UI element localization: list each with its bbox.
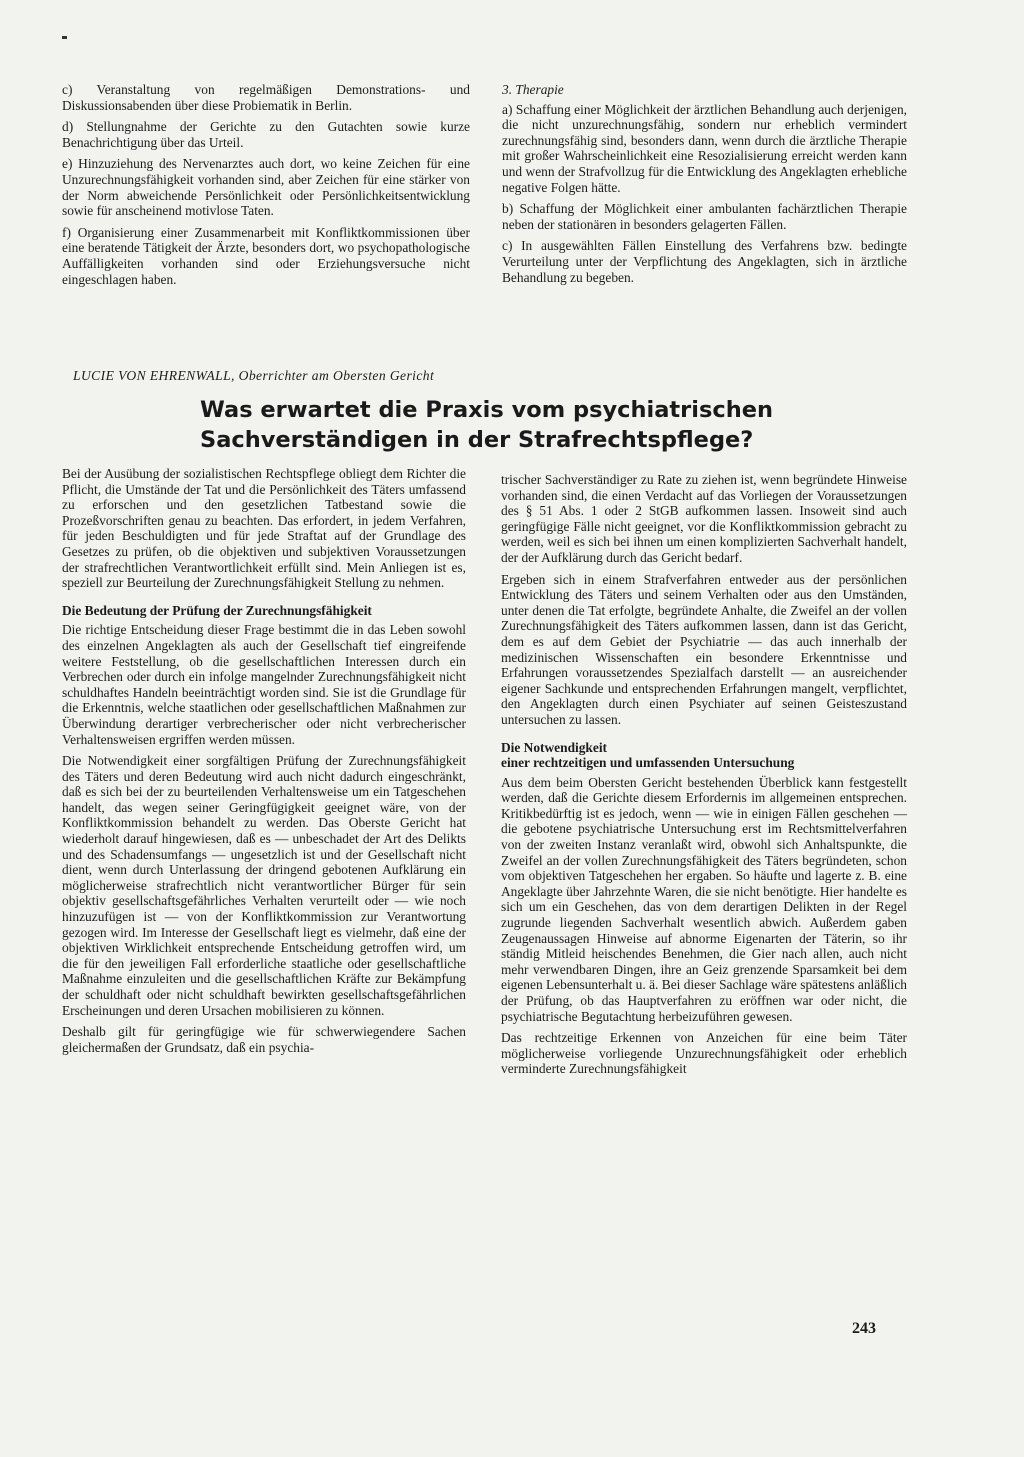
body-paragraph: Die Notwendigkeit einer sorgfältigen Prüfung der Zurechnungsfähigkeit des Täters und deren Bedeutung wird auch nicht dadurch eingeschränkt, daß es sich bei der zu beurteilenden Verhaltensweise um ein Tatgeschehen handelt, das wegen seiner Geringfügigkeit geeignet wäre, von der Konfliktkommission behandelt zu werden. Das Oberste Gericht hat wiederholt darauf hingewiesen, daß es — unbeschadet der Art des Delikts und des Schadensumfangs — ungesetzlich ist und der Gesellschaft nicht dient, wenn durch Unterlassung der dringend gebotenen Aufklärung ein möglicherweise strafrechtlich nicht verantwortlicher Bürger für sein objektiv gesellschaftsgefährliches Verhalten verurteilt oder — wie noch hinzuzufügen ist — von der Konfliktkommission zur Verantwortung gezogen wird. Im Interesse der Gesellschaft liegt es vielmehr, daß eine der objektiven Wirklichkeit entsprechende Entscheidung getroffen wird, um die für den jeweiligen Fall erforderliche staatliche oder gesellschaftliche Maßnahme einzuleiten und die gesellschaftlichen Kräfte zur Bekämpfung der schuldhaft oder nicht schuldhaft bewirkten gesellschaftsgefährlichen Erscheinungen und deren Ursachen mobilisieren zu können. bbox=[62, 753, 466, 1018]
section-heading-bedeutung: Die Bedeutung der Prüfung der Zurechnungsfähigkeit bbox=[62, 602, 372, 618]
body-paragraph: Aus dem beim Obersten Gericht bestehenden Überblick kann festgestellt werden, daß die Gerichte diesem Erfordernis im allgemeinen entsprechen. Kritikbedürftig ist es jedoch, wenn — wie in einigen Fällen geschehen — die gebotene psychiatrische Untersuchung erst im Rechtsmittelverfahren von der zweiten Instanz veranlaßt wird, obwohl sich Anhaltspunkte, die Zweifel an der vollen Zurechnungsfähigkeit des Täters begründeten, schon vom objektiven Tatgeschehen her ergaben. So häufte und lagerte z. B. eine Angeklagte über Jahrzehnte Waren, die sie nicht benötigte. Hier handelte es sich um ein Geschehen, das von dem derartigen Delikten in der Regel zugrunde liegenden Sachverhalt wesentlich abwich. Außerdem gaben Zeugenaussagen Hinweise auf abnorme Eigenarten der Täterin, so ihr ständig Mitleid heischendes Benehmen, die Gier nach allen, auch nicht mehr verwendbaren Dingen, ihre an Geiz grenzende Sparsamkeit bei dem eigenen Lebensunterhalt u. ä. Bei dieser Sachlage wäre spätestens anläßlich der Prüfung, ob das Hauptverfahren zu eröffnen war oder nicht, die psychiatrische Begutachtung herbeizuführen gewesen. bbox=[501, 774, 907, 1024]
body-paragraph: Die richtige Entscheidung dieser Frage bestimmt die in das Leben sowohl des einzelnen Angeklagten als auch der Gesellschaft tief eingreifende weitere Feststellung, ob die gesellschaftlichen Interessen durch ein Verbrechen oder durch ein infolge mangelnder Zurechnungsfähigkeit nicht schuldhaftes Handeln beeinträchtigt worden sind. Sie ist die Grundlage für die Erkenntnis, welche staatlichen oder gesellschaftlichen Maßnahmen zur Überwindung derartiger verbrecherischer oder nicht verbrecherischer Verhaltensweisen ergriffen werden müssen. bbox=[62, 622, 466, 747]
therapie-subheading: 3. Therapie bbox=[502, 82, 564, 97]
top-right-column bbox=[502, 82, 907, 291]
therapie-item-b: b) Schaffung der Möglichkeit einer ambulanten fachärztlichen Therapie neben der stationären in besonders gelagerten Fällen. bbox=[502, 201, 907, 232]
scan-speck bbox=[62, 36, 67, 39]
body-paragraph: trischer Sachverständiger zu Rate zu ziehen ist, wenn begründete Hinweise vorhanden sind, die einen Verdacht auf das Vorliegen der Voraussetzungen des § 51 Abs. 1 oder 2 StGB aufkommen lassen. Insoweit sind auch geringfügige Fälle nicht geeignet, vor die Konfliktkommission gebracht zu werden, weil es sich bei ihnen um einen komplizierten Sachverhalt handelt, der der Aufklärung durch das Gericht bedarf. bbox=[501, 472, 907, 565]
list-item-f: f) Organisierung einer Zusammenarbeit mit Konfliktkommissionen über eine beratende Tätigkeit der Ärzte, besonders dort, wo psychopathologische Auffälligkeiten vorhanden sind oder Erziehungsversuche nicht eingeschlagen haben. bbox=[62, 224, 470, 287]
page-number: 243 bbox=[852, 1320, 876, 1337]
body-paragraph: Deshalb gilt für geringfügige wie für schwerwiegendere Sachen gleichermaßen der Grundsatz, daß ein psychia- bbox=[62, 1024, 466, 1055]
intro-paragraph: Bei der Ausübung der sozialistischen Rechtspflege obliegt dem Richter die Pflicht, die Umstände der Tat und die Persönlichkeit des Täters umfassend zu erforschen und den gesetzlichen Tatbestand sowie die Prozeßvorschriften genau zu beachten. Das erfordert, in jedem Verfahren, für jeden Beschuldigten und für jede Straftat auf der Grundlage des Gesetzes zu prüfen, ob die objektiven und subjektiven Voraussetzungen der strafrechtlichen Verantwortlichkeit erfüllt sind. Mein Anliegen ist es, speziell zur Beurteilung der Zurechnungsfähigkeit Stellung zu nehmen. bbox=[62, 466, 466, 591]
bottom-left-column bbox=[62, 466, 466, 1061]
article-author: LUCIE VON EHRENWALL, Oberrichter am Obersten Gericht bbox=[73, 368, 435, 383]
section-heading-line-2: einer rechtzeitigen und umfassenden Untersuchung bbox=[501, 755, 795, 771]
therapie-item-c: c) In ausgewählten Fällen Einstellung des Verfahrens bzw. bedingte Verurteilung unter der Verpflichtung des Angeklagten, sich in ärztliche Behandlung zu begeben. bbox=[502, 238, 907, 285]
list-item-e: e) Hinzuziehung des Nervenarztes auch dort, wo keine Zeichen für eine Unzurechnungsfähigkeit vorhanden sind, aber Zeichen für eine stärker von der Norm abweichende Persönlichkeit oder Persönlichkeitsentwicklung sowie für anscheinend motivlose Taten. bbox=[62, 156, 470, 219]
section-heading-line-1: Die Notwendigkeit bbox=[501, 739, 608, 755]
article-title bbox=[200, 395, 920, 455]
article-title-line-2: Sachverständigen in der Strafrechtspflege? bbox=[200, 427, 754, 453]
body-paragraph: Ergeben sich in einem Strafverfahren entweder aus der persönlichen Entwicklung des Täters und seinem Verhalten oder aus den Umständen, unter denen die Tat erfolgte, begründete Anhalte, die Zweifel an der vollen Zurechnungsfähigkeit des Täters aufkommen lassen, dann ist das Gericht, dem es auf dem Gebiet der Psychiatrie — das auch innerhalb der medizinischen Wissenschaften ein besondere Erkenntnisse und Erfahrungen voraussetzendes Spezialfach darstellt — an ausreichender eigener Sachkunde und entsprechenden Erfahrungen mangelt, verpflichtet, den Angeklagten durch einen Psychiater auf seinen Geisteszustand untersuchen zu lassen. bbox=[501, 571, 907, 727]
list-item-d: d) Stellungnahme der Gerichte zu den Gutachten sowie kurze Benachrichtigung über das Urteil. bbox=[62, 119, 470, 150]
therapie-item-a: a) Schaffung einer Möglichkeit der ärztlichen Behandlung auch derjenigen, die nicht unzurechnungsfähig, sondern nur erheblich vermindert zurechnungsfähig sind, besonders dann, wenn durch die ärztliche Therapie mit großer Wahrscheinlichkeit eine Resozialisierung erreicht werden kann und wenn der Strafvollzug für die Entwicklung des Angeklagten erhebliche negative Folgen hätte. bbox=[502, 101, 907, 195]
top-left-column bbox=[62, 82, 470, 293]
list-item-c: c) Veranstaltung von regelmäßigen Demonstrations- und Diskussionsabenden über diese Probiematik in Berlin. bbox=[62, 82, 470, 113]
bottom-right-column bbox=[501, 472, 907, 1083]
article-title-line-1: Was erwartet die Praxis vom psychiatrischen bbox=[200, 397, 773, 423]
section-heading-notwendigkeit bbox=[501, 740, 907, 771]
body-paragraph: Das rechtzeitige Erkennen von Anzeichen für eine beim Täter möglicherweise vorliegende Unzurechnungsfähigkeit oder erheblich verminderte Zurechnungsfähigkeit bbox=[501, 1030, 907, 1077]
